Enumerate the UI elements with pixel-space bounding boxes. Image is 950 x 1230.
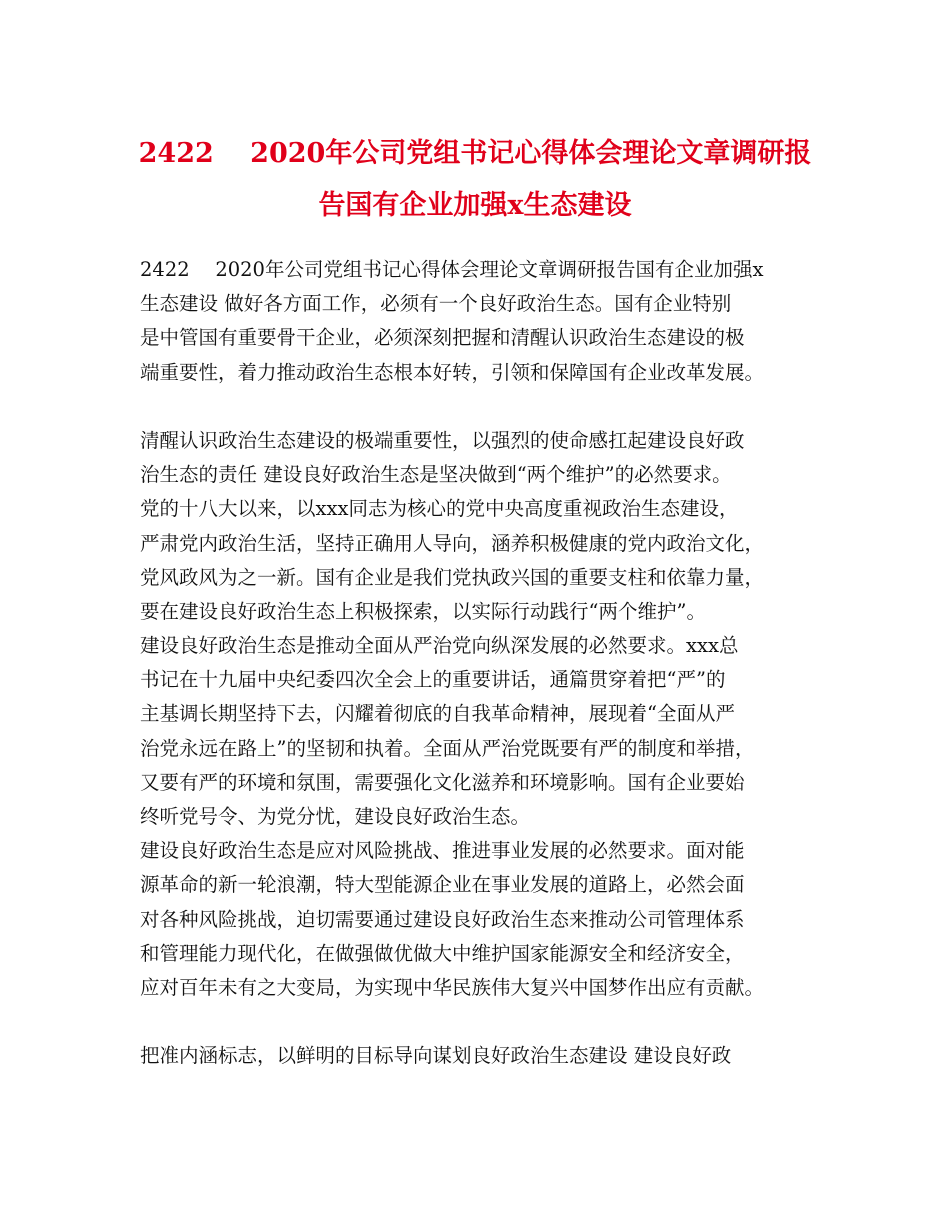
- text-line: 把准内涵标志，以鲜明的目标导向谋划良好政治生态建设 建设良好政: [140, 1044, 732, 1068]
- document-body: [140, 253, 820, 1074]
- title-line: 2422 2020年公司党组书记心得体会理论文章调研报: [138, 138, 812, 169]
- text-line: 2422 2020年公司党组书记心得体会理论文章调研报告国有企业加强x: [140, 258, 764, 281]
- text-line: 要在建设良好政治生态上积极探索，以实际行动践行“两个维护”。: [140, 599, 706, 623]
- title-line: 告国有企业加强x生态建设: [318, 190, 632, 221]
- paragraph-section-1: [140, 424, 820, 1005]
- document-title: [120, 128, 830, 232]
- text-line: 源革命的新一轮浪潮，特大型能源企业在事业发展的道路上，必然会面: [140, 873, 745, 897]
- paragraph-gap: [140, 1005, 820, 1039]
- text-line: 生态建设 做好各方面工作，必须有一个良好政治生态。国有企业特别: [140, 292, 732, 316]
- text-line: 清醒认识政治生态建设的极端重要性，以强烈的使命感扛起建设良好政: [140, 428, 745, 452]
- text-line: 对各种风险挑战，迫切需要通过建设良好政治生态来推动公司管理体系: [140, 907, 745, 931]
- text-line: 主基调长期坚持下去，闪耀着彻底的自我革命精神，展现着“全面从严: [140, 702, 735, 726]
- text-line: 书记在十九届中央纪委四次全会上的重要讲话，通篇贯穿着把“严”的: [140, 668, 726, 692]
- text-line: 和管理能力现代化，在做强做优做大中维护国家能源安全和经济安全，: [140, 941, 745, 965]
- text-line: 治党永远在路上”的坚韧和执着。全面从严治党既要有严的制度和举措，: [140, 736, 755, 760]
- text-line: 严肃党内政治生活，坚持正确用人导向，涵养积极健康的党内政治文化，: [140, 531, 765, 555]
- text-line: 又要有严的环境和氛围，需要强化文化滋养和环境影响。国有企业要始: [140, 770, 745, 794]
- paragraph-intro: [140, 253, 820, 390]
- text-line: 治生态的责任 建设良好政治生态是坚决做到“两个维护”的必然要求。: [140, 463, 732, 487]
- text-line: 是中管国有重要骨干企业，必须深刻把握和清醒认识政治生态建设的极: [140, 326, 745, 350]
- paragraph-section-2: [140, 1039, 820, 1073]
- text-line: 党的十八大以来，以xxx同志为核心的党中央高度重视政治生态建设，: [140, 497, 739, 521]
- text-line: 建设良好政治生态是推动全面从严治党向纵深发展的必然要求。xxx总: [140, 634, 739, 658]
- text-line: 建设良好政治生态是应对风险挑战、推进事业发展的必然要求。面对能: [140, 839, 745, 863]
- paragraph-gap: [140, 390, 820, 424]
- text-line: 端重要性，着力推动政治生态根本好转，引领和保障国有企业改革发展。: [140, 360, 765, 384]
- text-line: 终听党号令、为党分忧，建设良好政治生态。: [140, 805, 531, 828]
- text-line: 应对百年未有之大变局，为实现中华民族伟大复兴中国梦作出应有贡献。: [140, 975, 765, 999]
- text-line: 党风政风为之一新。国有企业是我们党执政兴国的重要支柱和依靠力量，: [140, 565, 765, 589]
